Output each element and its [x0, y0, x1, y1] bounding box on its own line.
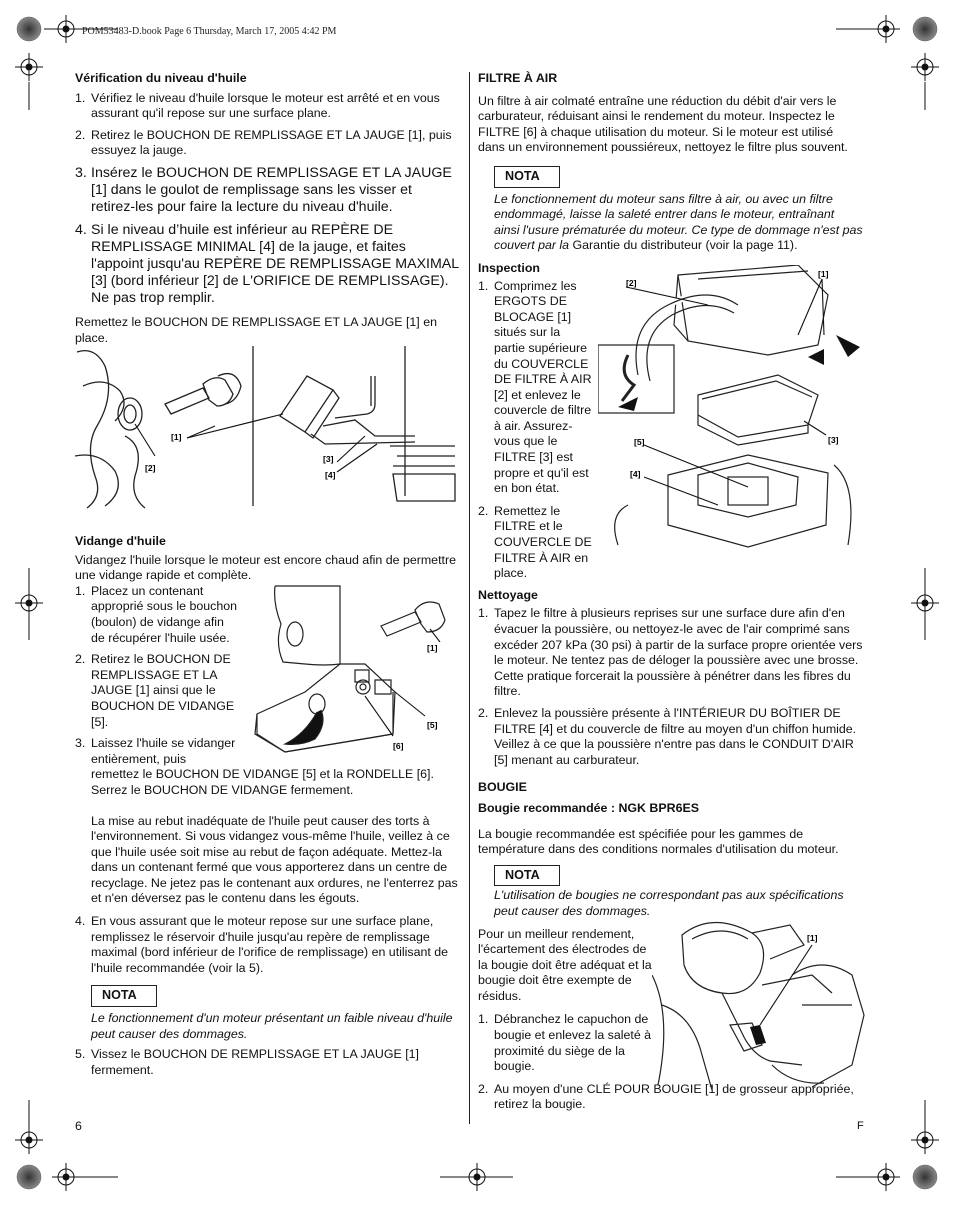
nota-label: NOTA [494, 865, 560, 887]
item-text: Débranchez le capuchon de bougie et enlevez la saleté à proximité du siège de la bougie. [494, 1012, 652, 1074]
spark-plug-intro: La bougie recommandée est spécifiée pour les gammes de température dans des conditions normales d'utilisation du moteur. [478, 826, 839, 857]
item-number: 1. [75, 583, 86, 598]
oil-dipstick-illustration [75, 346, 460, 511]
item-text: Tapez le filtre à plusieurs reprises sur une surface dure afin d'en évacuer la poussière, ou nettoyez-le avec de l'air comprimé sans excéder 207 kPa (30 psi) à partir de la surface propre orientée vers le moteur. Ne tentez pas de déloger la poussière avec une brosse. Cette pratique forcerait la poussière à pénétrer dans les fibres du filtre. [494, 606, 863, 699]
item-text: Enlevez la poussière présente à l'INTÉRIEUR DU BOÎTIER DE FILTRE [4] et du couvercle de filtre au moyen d'un chiffon humide. Veillez à ce que la poussière n'entre pas dans le CONDUIT D'AIR [5] menant au carburateur. [494, 705, 857, 767]
list-item [478, 606, 863, 700]
list-item [478, 279, 594, 497]
item-number: 1. [478, 278, 489, 293]
list-item [75, 1047, 460, 1078]
item-number: 1. [478, 1012, 489, 1027]
list-item [478, 1012, 654, 1074]
inspection-title: Inspection [478, 260, 540, 275]
disposal-text: La mise au rebut inadéquate de l'huile peut causer des torts à l'environnement. Si vous vidangez vous-même l'huile, veillez à ce que l'huile usée soit mise au rebut de façon adéquate. Mettez-la dans un contenant fermé que vous apporterez dans un centre de recyclage. Ne jetez pas le contenant aux ordures, ne l'enterrez pas et n'en déversez pas le contenu dans les égouts. [91, 813, 458, 906]
drain-title: Vidange d'huile [75, 534, 166, 548]
air-filter-title: FILTRE À AIR [478, 71, 558, 85]
label-1: [1] [427, 643, 438, 653]
item-number: 2. [75, 127, 86, 142]
nota-text: Le fonctionnement du moteur sans filtre à air, ou avec un filtre endommagé, laisse la saleté entrer dans le moteur, entraînant ainsi l'usure prématurée du moteur. Ce type de dommage n'est pas couvert par la [494, 191, 863, 253]
oil-drain-illustration [245, 584, 460, 764]
left-column [75, 71, 460, 346]
item-number: 4. [75, 221, 87, 238]
item-number: 3. [75, 736, 86, 751]
label-3: [3] [828, 435, 839, 445]
cleaning-title: Nettoyage [478, 587, 538, 602]
list-item [75, 652, 241, 730]
item-text: Si le niveau d’huile est inférieur au REPÈRE DE REMPLISSAGE MINIMAL [4] de la jauge, et faites l'appoint jusqu'au REPÈRE DE REMPLISSAGE MAXIMAL [3] (bord inférieur [2] de L'ORIFICE DE REMPLISSAGE). Ne pas trop remplir. [91, 221, 459, 306]
label-1: [1] [818, 269, 829, 279]
list-item [75, 222, 460, 307]
nota-text: Le fonctionnement d'un moteur présentant un faible niveau d'huile peut causer des dommages. [91, 1011, 453, 1041]
item-number: 3. [75, 164, 87, 181]
nota-text: L'utilisation de bougies ne correspondant pas aux spécifications peut causer des dommages. [494, 888, 844, 918]
list-item [478, 504, 594, 582]
column-divider [469, 72, 470, 1124]
item-text: Insérez le BOUCHON DE REMPLISSAGE ET LA JAUGE [1] dans le goulot de remplissage sans les visser et retirez-les pour faire la lecture du niveau d'huile. [91, 164, 452, 215]
list-item [75, 165, 460, 216]
item-text: Placez un contenant approprié sous le bouchon (boulon) de vidange afin de récupérer l'huile usée. [91, 583, 238, 645]
drain-intro: Vidangez l'huile lorsque le moteur est encore chaud afin de permettre une vidange rapide et complète. [75, 552, 456, 583]
reinstall-text: Remettez le BOUCHON DE REMPLISSAGE ET LA JAUGE [1] en place. [75, 314, 437, 345]
item-number: 1. [478, 606, 489, 621]
list-item [75, 584, 241, 646]
label-1: [1] [171, 432, 182, 442]
item-text: Retirez le BOUCHON DE REMPLISSAGE ET LA JAUGE [1], puis essuyez la jauge. [91, 127, 452, 158]
item-number: 2. [478, 705, 489, 720]
label-2: [2] [626, 278, 637, 288]
language-code: F [857, 1120, 864, 1132]
spark-plug-illustration [652, 915, 866, 1090]
air-filter-intro: Un filtre à air colmaté entraîne une réduction du débit d'air vers le carburateur, réduisant ainsi le rendement du moteur. Inspectez le FILTRE [6] à chaque utilisation du moteur. Si le moteur est utilisé dans un environnement poussiéreux, nettoyez le filtre plus souvent. [478, 93, 848, 155]
item-number: 5. [75, 1047, 86, 1062]
item-number: 2. [478, 503, 489, 518]
label-5: [5] [427, 720, 438, 730]
item-number: 1. [75, 90, 86, 105]
item-text: Vissez le BOUCHON DE REMPLISSAGE ET LA JAUGE [1] fermement. [91, 1047, 419, 1077]
item-text: Laissez l'huile se vidanger entièrement, puis [91, 736, 236, 766]
nota-label: NOTA [91, 985, 157, 1007]
item-3-continued: remettez le BOUCHON DE VIDANGE [5] et la RONDELLE [6]. Serrez le BOUCHON DE VIDANGE fermement. [91, 767, 434, 797]
label-1: [1] [807, 933, 818, 943]
item-text: Comprimez les ERGOTS DE BLOCAGE [1] situés sur la partie supérieure du COUVERCLE DE FILTRE À AIR [2] et enlevez le couvercle de filtre à air. Assurez-vous que le FILTRE [3] est propre et qu'il est en bon état. [494, 278, 592, 496]
item-number: 4. [75, 914, 86, 929]
list-item [75, 128, 460, 159]
item-text: Au moyen d'une CLÉ POUR BOUGIE [1] de grosseur appropriée, retirez la bougie. [494, 1081, 854, 1112]
air-filter-illustration [598, 265, 866, 555]
spark-plug-title: BOUGIE [478, 780, 527, 795]
label-5: [5] [634, 437, 645, 447]
label-6: [6] [393, 741, 404, 751]
label-3: [3] [323, 454, 334, 464]
list-item [75, 914, 460, 976]
label-2: [2] [145, 463, 156, 473]
item-text: Remettez le FILTRE et le COUVERCLE DE FILTRE À AIR en place. [494, 503, 592, 581]
item-number: 2. [478, 1081, 489, 1096]
list-item [75, 736, 241, 767]
list-item [478, 706, 863, 768]
spark-plug-recommended: Bougie recommandée : NGK BPR6ES [478, 800, 700, 815]
item-text: Retirez le BOUCHON DE REMPLISSAGE ET LA JAUGE [1] ainsi que le BOUCHON DE VIDANGE [5]. [91, 652, 235, 729]
item-text: Vérifiez le niveau d'huile lorsque le moteur est arrêté et en vous assurant qu'il repose sur une surface plane. [91, 90, 440, 121]
item-text: En vous assurant que le moteur repose sur une surface plane, remplissez le réservoir d'huile jusqu'au repère de remplissage maximal (bord inférieur de l'orifice de remplissage) en utilisant de l'huile recommandée (voir la 5). [91, 914, 449, 975]
book-info-header: POM53483-D.book Page 6 Thursday, March 17, 2005 4:42 PM [82, 26, 337, 37]
nota-warranty: Garantie du distributeur (voir la page 11). [569, 238, 798, 253]
page-number: 6 [75, 1119, 82, 1133]
spark-plug-performance: Pour un meilleur rendement, l'écartement des électrodes de la bougie doit être adéquat et la bougie doit être exempte de résidus. [478, 926, 652, 1003]
label-4: [4] [630, 469, 641, 479]
nota-label: NOTA [494, 166, 560, 188]
label-4: [4] [325, 470, 336, 480]
oil-check-title: Vérification du niveau d'huile [75, 71, 247, 85]
item-number: 2. [75, 652, 86, 667]
list-item [75, 91, 460, 122]
